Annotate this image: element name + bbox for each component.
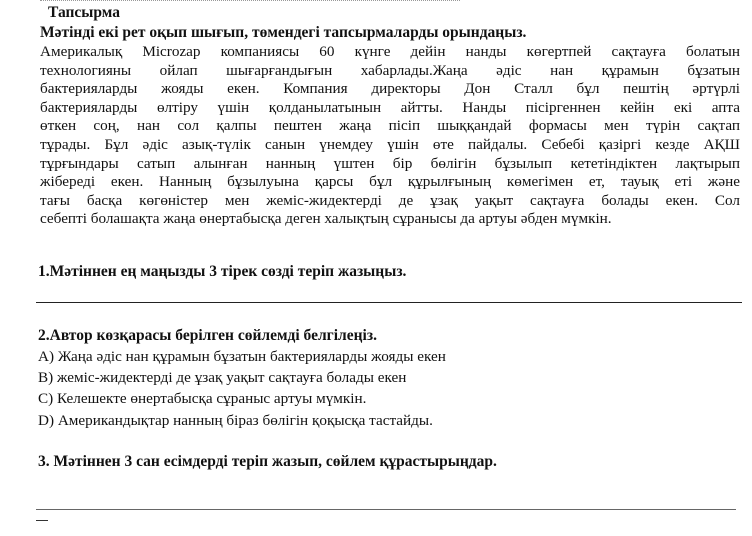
passage-line: тұрғындары сатып алынған нанның үштен бір бөлігін бұзылып кететіндіктен лақтырып — [40, 154, 740, 172]
passage-line: Америкалық Microzap компаниясы 60 күнге дейін нанды көгертпей сақтауға болатын — [40, 43, 740, 60]
passage-line: тағы басқа көгөністер мен жеміс-жидектерді де ұзақ уақыт сақтауға болады екен. Сол — [40, 191, 740, 209]
option-d[interactable]: D) Американдықтар нанның біраз бөлігін қоқысқа тастайды. — [38, 411, 433, 429]
passage-line: тұрады. Бұл әдіс азық-түлік санын үнемдеу үшін өте пайдалы. Себебі қазіргі кезде АҚШ — [40, 135, 740, 153]
answer-line-continuation — [36, 520, 48, 521]
passage-line: бактерияларды жояды екен. Компания директоры Дон Сталл бұл пештің әртүрлі — [40, 80, 740, 98]
answer-line-1[interactable] — [36, 302, 742, 303]
option-c[interactable]: C) Келешекте өнертабысқа сұраныс артуы мүмкін. — [38, 390, 367, 408]
question-1: 1.Мәтіннен ең маңызды 3 тірек сөзді теріп жазыңыз. — [38, 263, 407, 280]
passage-line: себепті болашақта жаңа өнертабысқа деген халықтың сұранысы да артуы әбден мүмкін. — [40, 210, 612, 228]
cropped-previous-line — [40, 0, 460, 1]
answer-line-3[interactable] — [36, 509, 736, 510]
question-2: 2.Автор көзқарасы берілген сөйлемді белгілеңіз. — [38, 327, 377, 344]
passage-line: бактерияларды өлтіру үшін қолданылатынын айтты. Нанды пісіргеннен кейін екі апта — [40, 98, 740, 116]
passage-line: технологияны ойлап шығарғандығын хабарлады.Жаңа әдіс нан құрамын бұзатын — [40, 61, 740, 79]
task-instruction: Мәтінді екі рет оқып шығып, төмендегі тапсырмаларды орындаңыз. — [40, 24, 527, 41]
passage-line: жібереді екен. Нанның бұзылуына қарсы бұл құрылғының көмегімен ет, тауық еті және — [40, 173, 740, 191]
question-2-options — [38, 346, 446, 431]
passage-line: өткен соң, нан сол қалпы пештен жаңа пісіп шыққандай формасы мен түрін сақтап — [40, 117, 740, 135]
option-b[interactable]: B) жеміс-жидектерді де ұзақ уақыт сақтауға болады екен — [38, 369, 407, 387]
reading-passage — [40, 43, 740, 229]
task-title: Тапсырма — [48, 4, 120, 21]
question-3: 3. Мәтіннен 3 сан есімдерді теріп жазып, сөйлем құрастырыңдар. — [38, 453, 497, 470]
option-a[interactable]: A) Жаңа әдіс нан құрамын бұзатын бактерияларды жояды екен — [38, 348, 446, 365]
